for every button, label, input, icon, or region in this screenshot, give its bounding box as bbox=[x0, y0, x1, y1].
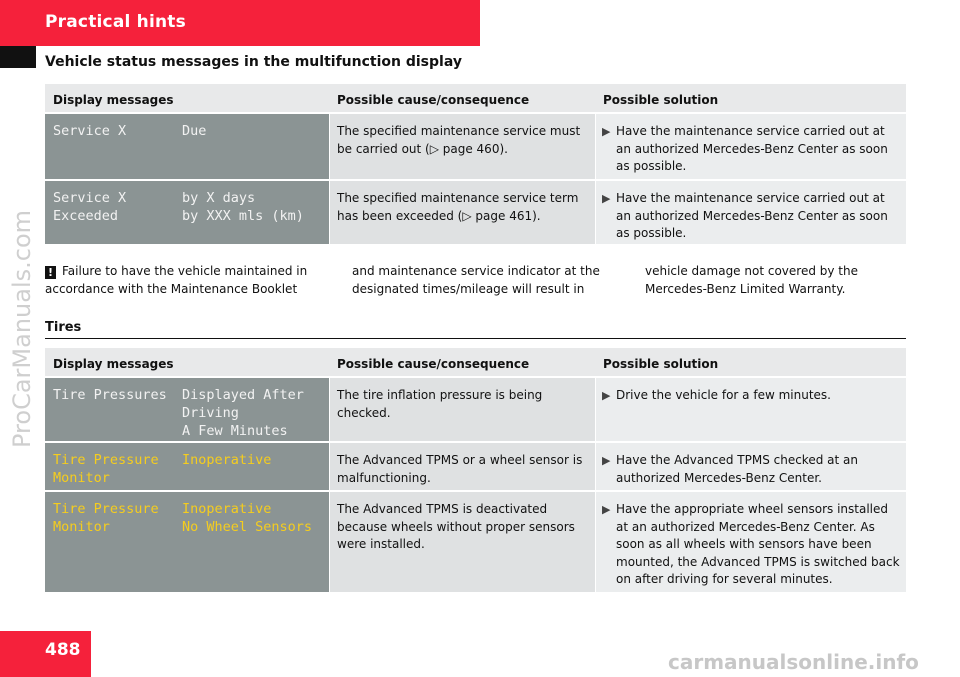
display-text: Monitor bbox=[53, 470, 110, 486]
display-text: by X days bbox=[182, 190, 256, 206]
note-col-1 bbox=[45, 263, 330, 298]
display-text: Tire Pressures bbox=[53, 387, 167, 403]
cause-cell: The Advanced TPMS or a wheel sensor is malfunctioning. bbox=[329, 441, 595, 490]
cause-cell: The Advanced TPMS is deactivated because wheels without proper sensors were installed. bbox=[329, 490, 595, 592]
display-message-cell bbox=[45, 490, 329, 592]
display-text: Monitor bbox=[53, 519, 110, 535]
note-col-2: and maintenance service indicator at the designated times/mileage will result in bbox=[352, 264, 600, 296]
section-tab bbox=[0, 0, 480, 46]
side-watermark: ProCarManuals.com bbox=[8, 209, 36, 448]
solution-cell bbox=[595, 490, 906, 592]
solution-cell bbox=[595, 376, 906, 441]
tires-heading: Tires bbox=[45, 320, 82, 335]
display-text: Displayed After bbox=[182, 387, 304, 403]
display-text: A Few Minutes bbox=[182, 423, 288, 439]
page-heading: Vehicle status messages in the multifunction display bbox=[45, 54, 462, 70]
arrow-right-icon: ▶ bbox=[602, 125, 611, 138]
note-col-3: vehicle damage not covered by the Mercedes-Benz Limited Warranty. bbox=[645, 264, 858, 296]
display-text: Tire Pressure bbox=[53, 501, 159, 517]
table-header bbox=[45, 84, 906, 112]
display-text: Exceeded bbox=[53, 208, 119, 224]
arrow-right-icon: ▶ bbox=[602, 454, 611, 467]
table-row bbox=[45, 490, 906, 592]
display-text: Service X bbox=[53, 190, 127, 206]
solution-cell bbox=[595, 441, 906, 490]
col-possible-solution: Possible solution bbox=[603, 93, 719, 107]
display-message-cell bbox=[45, 376, 329, 441]
col-display-messages: Display messages bbox=[53, 93, 174, 107]
bottom-watermark: carmanualsonline.info bbox=[668, 650, 919, 674]
col-possible-solution: Possible solution bbox=[603, 357, 719, 371]
note-text: Failure to have the vehicle maintained in accordance with the Maintenance Booklet bbox=[45, 264, 308, 296]
display-text: Tire Pressure bbox=[53, 452, 159, 468]
display-message-cell bbox=[45, 179, 329, 244]
solution-text: Have the Advanced TPMS checked at an authorized Mercedes-Benz Center. bbox=[616, 453, 858, 485]
arrow-right-icon: ▶ bbox=[602, 192, 611, 205]
cause-cell: The specified maintenance service must be carried out (▷ page 460). bbox=[329, 112, 595, 179]
display-text: Inoperative bbox=[182, 501, 272, 517]
table-header bbox=[45, 348, 906, 376]
solution-cell bbox=[595, 179, 906, 244]
section-title: Practical hints bbox=[45, 12, 186, 32]
service-messages-table bbox=[45, 84, 906, 244]
solution-text: Have the maintenance service carried out at an authorized Mercedes-Benz Center as soon as possible. bbox=[616, 124, 888, 173]
table-row bbox=[45, 376, 906, 441]
display-text: Due bbox=[182, 123, 207, 139]
tires-messages-table bbox=[45, 348, 906, 592]
solution-text: Have the maintenance service carried out at an authorized Mercedes-Benz Center as soon as possible. bbox=[616, 191, 888, 240]
display-message-cell bbox=[45, 112, 329, 179]
page-number-tab bbox=[0, 631, 91, 677]
display-text: Inoperative bbox=[182, 452, 272, 468]
col-possible-cause: Possible cause/consequence bbox=[337, 93, 530, 107]
warning-icon: ! bbox=[45, 266, 56, 279]
page-number: 488 bbox=[45, 640, 81, 660]
solution-text: Have the appropriate wheel sensors installed at an authorized Mercedes-Benz Center. As soon as all wheels with sensors have been mounted, the Advanced TPMS is switched back on after driving for several minutes. bbox=[616, 502, 900, 586]
table-row bbox=[45, 179, 906, 244]
display-message-cell bbox=[45, 441, 329, 490]
table-row bbox=[45, 441, 906, 490]
col-display-messages: Display messages bbox=[53, 357, 174, 371]
arrow-right-icon: ▶ bbox=[602, 389, 611, 402]
solution-text: Drive the vehicle for a few minutes. bbox=[616, 388, 831, 402]
solution-cell bbox=[595, 112, 906, 179]
cause-cell: The tire inflation pressure is being checked. bbox=[329, 376, 595, 441]
display-text: Service X bbox=[53, 123, 127, 139]
display-text: Driving bbox=[182, 405, 239, 421]
arrow-right-icon: ▶ bbox=[602, 503, 611, 516]
display-text: No Wheel Sensors bbox=[182, 519, 313, 535]
col-possible-cause: Possible cause/consequence bbox=[337, 357, 530, 371]
display-text: by XXX mls (km) bbox=[182, 208, 304, 224]
cause-cell: The specified maintenance service term has been exceeded (▷ page 461). bbox=[329, 179, 595, 244]
table-row bbox=[45, 112, 906, 179]
divider bbox=[45, 338, 906, 339]
